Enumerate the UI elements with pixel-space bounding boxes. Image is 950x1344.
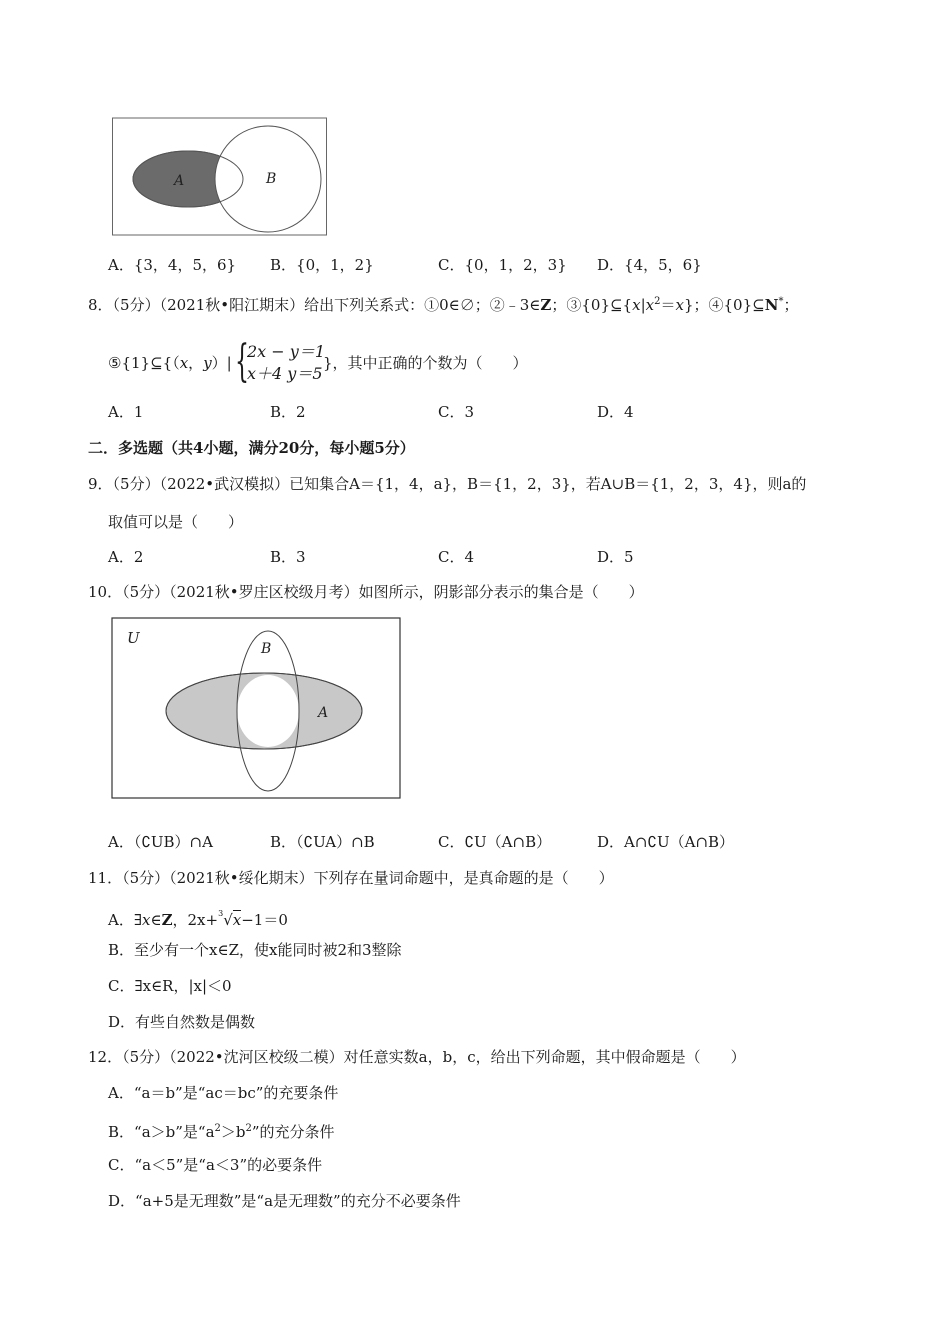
q8-line2-pre: ⑤{1}⊆{（ bbox=[108, 354, 180, 372]
q12-option-c: C．“a＜5”是“a＜3”的必要条件 bbox=[108, 1156, 323, 1174]
q10-venn-label-b: B bbox=[261, 641, 272, 657]
q11-a-var-x: x bbox=[141, 911, 151, 929]
q12-b-post: ”的充分条件 bbox=[251, 1123, 335, 1141]
q8-line2-post: }，其中正确的个数为（ ） bbox=[323, 354, 528, 372]
q7-option-a: A．{3，4，5，6} bbox=[108, 256, 237, 274]
q8-stem-line1 bbox=[88, 292, 798, 315]
q8-var-x3: x bbox=[675, 296, 684, 314]
q11-a-radical: √ bbox=[223, 911, 233, 929]
q8-stem-line2-pre bbox=[108, 353, 232, 373]
q11-a-prefix: A．∃ bbox=[108, 911, 142, 929]
q7-option-b: B．{0，1，2} bbox=[270, 256, 374, 274]
q11-option-c: C．∃x∈R，|x|＜0 bbox=[108, 977, 232, 995]
q7-option-d: D．{4，5，6} bbox=[597, 256, 702, 274]
q8-mid2: }；④{0}⊆ bbox=[683, 296, 765, 314]
q11-a-root-body: x bbox=[232, 911, 242, 929]
q8-square: 2 bbox=[654, 296, 661, 307]
q8-head: 8．（5分）（2021秋•阳江期末）给出下列关系式：①0∈∅；②﹣3∈ bbox=[88, 296, 541, 314]
q10-option-a: A．（∁UB）∩A bbox=[108, 833, 213, 851]
q12-option-b bbox=[108, 1119, 335, 1142]
q12-option-d: D．“a+5是无理数”是“a是无理数”的充分不必要条件 bbox=[108, 1192, 461, 1210]
q11-option-d: D．有些自然数是偶数 bbox=[108, 1013, 256, 1031]
q11-a-set-z: Z bbox=[161, 911, 173, 929]
q11-option-b: B．至少有一个x∈Z，使x能同时被2和3整除 bbox=[108, 941, 402, 959]
q11-a-root-index: 3 bbox=[218, 909, 224, 918]
q7-venn-diagram bbox=[112, 117, 330, 237]
q8-set-n: N bbox=[764, 296, 779, 314]
q10-venn-label-u: U bbox=[127, 629, 140, 647]
q8-var-x: x bbox=[179, 354, 189, 372]
q7-venn-label-a: A bbox=[174, 173, 185, 189]
q9-option-b: B．3 bbox=[270, 548, 306, 566]
q8-option-d: D．4 bbox=[597, 403, 634, 421]
q10-option-c: C．∁U（A∩B） bbox=[438, 833, 552, 851]
q8-var-x2: x bbox=[645, 296, 655, 314]
q10-venn-intersection bbox=[237, 675, 299, 747]
q12-b-square-1: 2 bbox=[214, 1123, 221, 1134]
q9-option-c: C．4 bbox=[438, 548, 475, 566]
q8-line2-close: ）| bbox=[211, 354, 232, 372]
q8-option-a: A．1 bbox=[108, 403, 144, 421]
q8-mid1: ；③{0}⊆{ bbox=[551, 296, 633, 314]
q10-option-b: B．（∁UA）∩B bbox=[270, 833, 375, 851]
q11-option-a bbox=[108, 904, 288, 930]
q12-b-square-2: 2 bbox=[245, 1123, 252, 1134]
q12-stem: 12．（5分）（2022•沈河区校级二模）对任意实数a，b，c，给出下列命题，其中假命题是（ ） bbox=[88, 1048, 746, 1066]
q11-a-tail: −1＝0 bbox=[241, 911, 288, 929]
q8-end: ； bbox=[783, 296, 799, 314]
q10-stem: 10．（5分）（2021秋•罗庄区校级月考）如图所示，阴影部分表示的集合是（ ） bbox=[88, 583, 644, 601]
q8-var-x1: x bbox=[632, 296, 641, 314]
q8-star: * bbox=[778, 296, 784, 307]
q11-stem: 11．（5分）（2021秋•绥化期末）下列存在量词命题中，是真命题的是（ ） bbox=[88, 869, 614, 887]
q12-b-pre: B．“a＞b”是“a bbox=[108, 1123, 215, 1141]
q8-option-b: B．2 bbox=[270, 403, 306, 421]
q11-a-in: ∈ bbox=[150, 911, 162, 929]
q9-option-a: A．2 bbox=[108, 548, 144, 566]
q8-equation-system bbox=[235, 336, 330, 387]
q8-eq: ＝ bbox=[660, 296, 676, 314]
q9-option-d: D．5 bbox=[597, 548, 634, 566]
q8-comma: ， bbox=[188, 354, 204, 372]
q7-option-c: C．{0，1，2，3} bbox=[438, 256, 567, 274]
q7-venn-label-b: B bbox=[266, 171, 277, 187]
q12-option-a: A．“a＝b”是“ac＝bc”的充要条件 bbox=[108, 1084, 339, 1102]
q9-stem-line1: 9．（5分）（2022•武汉模拟）已知集合A＝{1，4，a}，B＝{1，2，3}，若A∪B＝{1，2，3，4}，则a的 bbox=[88, 475, 807, 493]
q10-option-d: D．A∩∁U（A∩B） bbox=[597, 833, 735, 851]
q8-brace: { bbox=[235, 336, 249, 387]
q11-a-mid: ，2x+ bbox=[172, 911, 219, 929]
q9-stem-line2: 取值可以是（ ） bbox=[108, 513, 244, 531]
q8-option-c: C．3 bbox=[438, 403, 475, 421]
q8-var-y: y bbox=[203, 354, 212, 372]
section-2-heading: 二．多选题（共4小题，满分20分，每小题5分） bbox=[88, 439, 415, 457]
q8-equation-1: 2x − y＝1 bbox=[247, 342, 326, 361]
q10-venn-diagram bbox=[111, 617, 403, 801]
q8-equation-2: x＋4 y＝5 bbox=[247, 364, 323, 383]
q12-b-mid: ＞b bbox=[220, 1123, 246, 1141]
q8-set-z: Z bbox=[540, 296, 552, 314]
q10-venn-label-a: A bbox=[318, 705, 329, 721]
q8-bar: | bbox=[640, 296, 646, 314]
